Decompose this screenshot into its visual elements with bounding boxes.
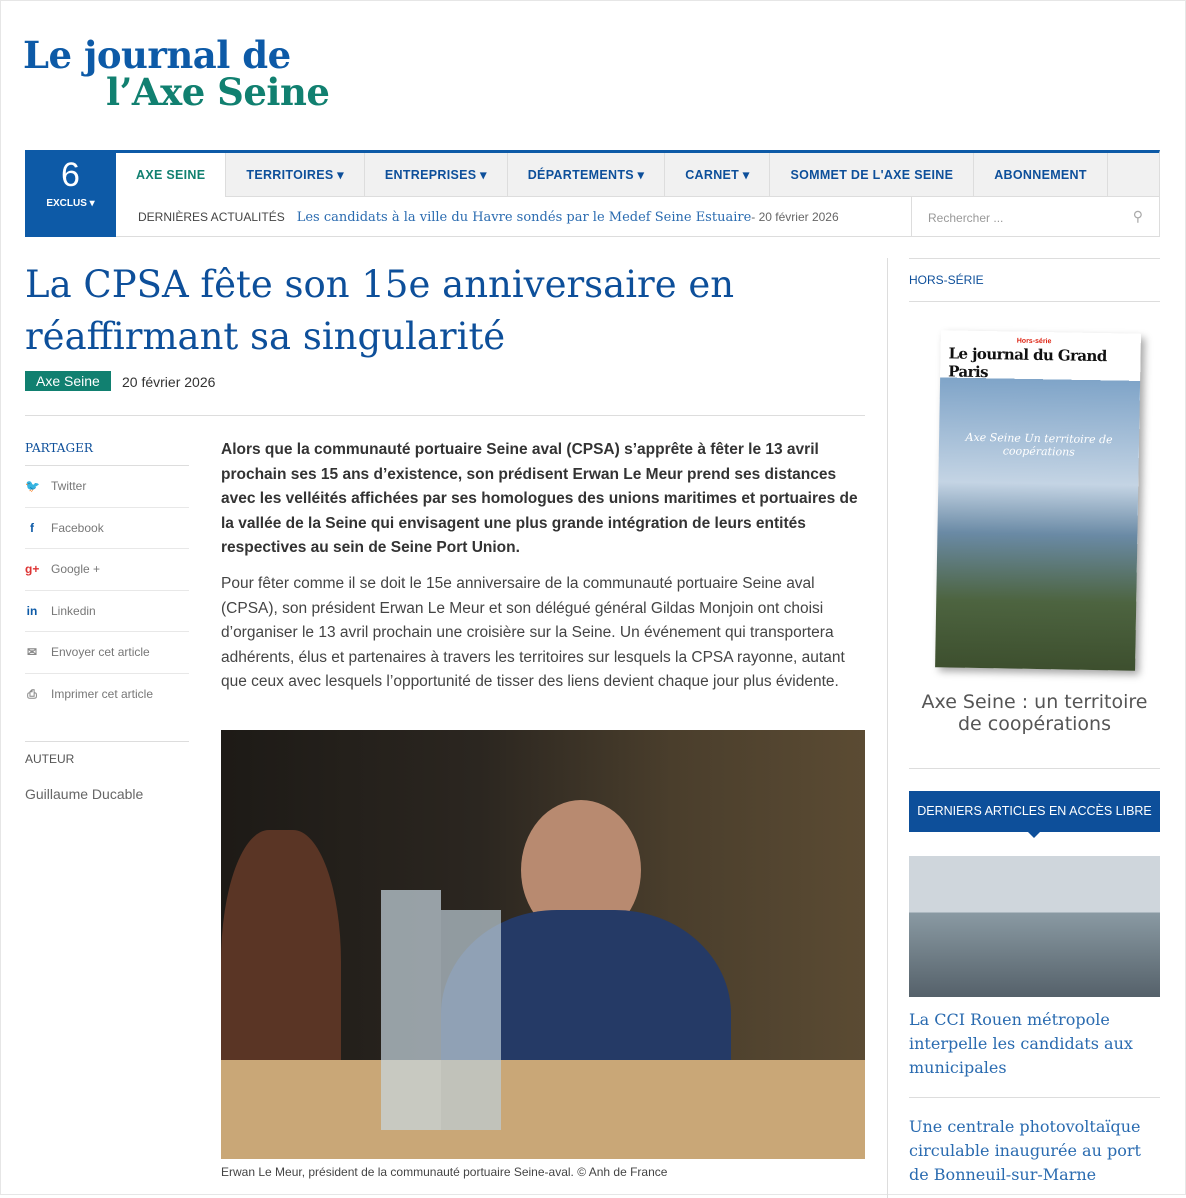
menu-carnet[interactable]: CARNET ▾ [665,153,770,197]
site-logo[interactable] [23,33,330,114]
author-name[interactable]: Guillaume Ducable [25,786,144,802]
share-print[interactable] [25,674,189,716]
table [221,1060,865,1159]
cover-tag: Hors-série [1016,337,1052,346]
magazine-cover[interactable] [935,330,1141,670]
article-lead: Alors que la communauté portuaire Seine aval (CPSA) s’apprête à fêter le 13 avril prochain ses 15 ans d’existence, son prédisent Erwan Le Meur prend ses distances avec les velléités affichées par ses homologues des unions maritimes et portuaires de la vallée de la Seine qui envisagent une plus grande intégration de leurs entités respectives au sein de Seine Port Union. [221,441,858,556]
twitter-icon: 🐦 [25,479,40,494]
share-google[interactable] [25,549,189,591]
sidebar-divider [887,258,888,1198]
ticker-label: DERNIÈRES ACTUALITÉS [138,210,285,224]
main-nav [25,150,1160,237]
author-heading: AUTEUR [25,752,75,766]
share-label: Linkedin [51,603,96,618]
share-label: Google + [51,562,101,577]
author-panel [25,741,189,802]
ticker-date: - 20 février 2026 [751,210,839,224]
share-label: Imprimer cet article [51,687,154,702]
sidebar-heading: HORS-SÉRIE [909,258,1160,302]
menu-sommet[interactable]: SOMMET DE L'AXE SEINE [770,153,974,197]
article-title: La CPSA fête son 15e anniversaire en réaffirmant sa singularité [25,263,735,358]
exclus-count: 6 [61,156,80,194]
cover-caption[interactable]: Axe Seine : un territoire de coopérations [921,691,1148,735]
sidebar-article-link[interactable]: La CCI Rouen métropole interpelle les candidats aux municipales [909,1010,1133,1077]
exclus-label: EXCLUS ▾ [46,198,95,209]
bottle [441,910,501,1130]
search-input[interactable] [911,197,1159,237]
share-heading: PARTAGER [25,441,189,466]
print-icon: ⎙ [27,686,37,701]
cover-subtitle: Axe Seine Un territoire de coopérations [965,430,1113,459]
menu-departements[interactable]: DÉPARTEMENTS ▾ [508,153,666,197]
article-date: 20 février 2026 [122,374,216,390]
envelope-icon: ✉ [26,645,38,660]
divider [25,415,865,416]
facebook-icon: f [30,520,34,535]
menu-abonnement[interactable]: ABONNEMENT [974,153,1108,197]
article-body: Pour fêter comme il se doit le 15e anniversaire de la communauté portuaire Seine aval (CPSA), son président Erwan Le Meur et son délégué général Gildas Monjoin ont choisi d’organiser le 13 avril prochain une croisière sur la Seine. Un événement qui transportera adhérents, élus et partenaires à travers les territoires sur lesquels la CPSA rayonne, autant que ceux avec lesquels l’opportunité de tisser des liens devient chaque jour plus évidente. [221,575,845,690]
bottle [381,890,441,1130]
cover-title: Le journal du Grand Paris [948,344,1107,382]
share-label: Twitter [51,479,87,494]
divider [909,768,1160,769]
share-label: Envoyer cet article [51,645,150,660]
linkedin-icon: in [26,603,38,618]
ticker-headline-link[interactable]: Les candidats à la ville du Havre sondés par le Medef Seine Estuaire [296,210,752,225]
category-badge[interactable]: Axe Seine [25,371,111,391]
logo-line1: Le journal de [23,33,291,77]
share-linkedin[interactable] [25,591,189,633]
menu-entreprises[interactable]: ENTREPRISES ▾ [365,153,508,197]
sidebar-article-link[interactable]: Une centrale photovoltaïque circulable inaugurée au port de Bonneuil-sur-Marne [909,1117,1141,1184]
share-twitter[interactable] [25,466,189,508]
photo-caption: Erwan Le Meur, président de la communauté portuaire Seine-aval. © Anh de France [221,1165,668,1179]
share-panel [25,441,189,715]
google-plus-icon: g+ [25,562,40,577]
free-articles-heading: DERNIERS ARTICLES EN ACCÈS LIBRE [909,791,1160,832]
share-label: Facebook [51,520,104,535]
search-icon[interactable]: ⚲ [1132,208,1143,224]
menu-axe-seine[interactable]: AXE SEINE [116,153,226,197]
search-placeholder: Rechercher ... [928,211,1004,225]
news-ticker [138,210,839,225]
logo-line2: l’Axe Seine [106,70,330,114]
article-thumbnail[interactable] [909,856,1160,997]
exclus-button[interactable] [25,150,116,237]
article-photo [221,730,865,1159]
share-email[interactable] [25,632,189,674]
share-facebook[interactable] [25,508,189,550]
menu-territoires[interactable]: TERRITOIRES ▾ [226,153,364,197]
divider [909,1097,1160,1098]
